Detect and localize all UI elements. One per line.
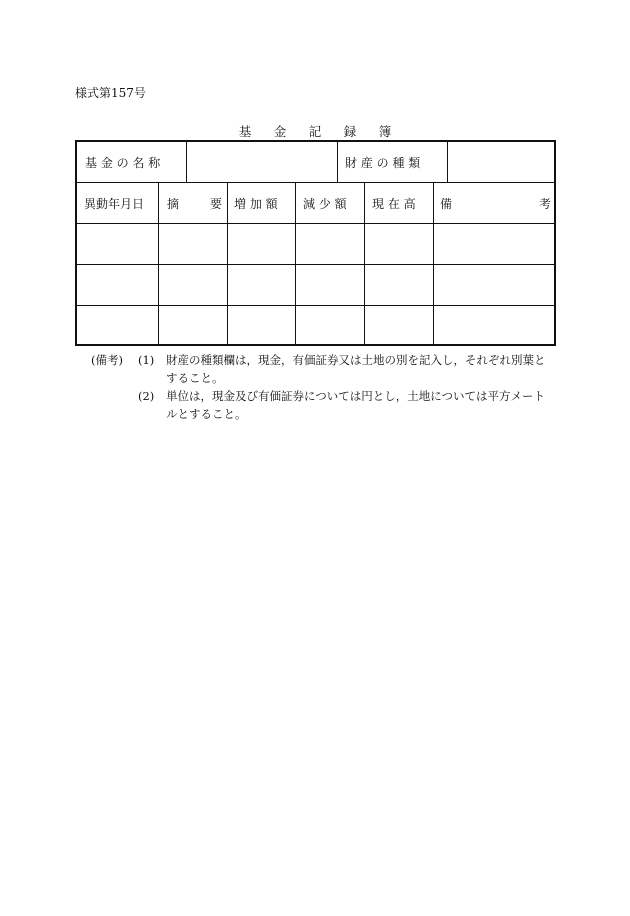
title-char: 録: [343, 124, 357, 139]
fund-record-table: [75, 140, 556, 346]
col-header-increase: 増 加 額: [234, 197, 278, 211]
col-header-summary: [167, 195, 222, 212]
col-header-remarks-left: 備: [440, 197, 453, 211]
col-header-summary-right: 要: [209, 197, 222, 211]
fund-name-field[interactable]: [187, 143, 337, 181]
table-row[interactable]: [77, 265, 554, 305]
note-item: [91, 351, 561, 369]
title-char: 金: [273, 124, 287, 139]
note-text-continued: ルとすること。: [166, 407, 247, 421]
note-text-continued: すること。: [166, 371, 224, 385]
notes: [91, 351, 561, 423]
title-char: 基: [238, 124, 252, 139]
note-number: (1): [138, 353, 155, 367]
property-type-label: 財 産 の 種 類: [345, 156, 421, 170]
notes-heading: (備考): [91, 353, 123, 367]
col-header-balance: 現 在 高: [372, 197, 416, 211]
row-divider: [77, 182, 554, 183]
col-header-remarks: [440, 195, 551, 212]
form-number: 様式第157号: [75, 86, 146, 100]
col-header-decrease: 減 少 額: [303, 197, 347, 211]
fund-name-label: 基 金 の 名 称: [85, 156, 161, 170]
property-type-field[interactable]: [448, 143, 554, 181]
col-header-summary-left: 摘: [167, 197, 180, 211]
table-row[interactable]: [77, 306, 554, 344]
col-header-remarks-right: 考: [538, 197, 551, 211]
title-char: 簿: [378, 124, 392, 139]
title-char: 記: [308, 124, 322, 139]
document-title: [0, 122, 630, 140]
note-text: 単位は，現金及び有価証券については円とし，土地については平方メート: [166, 389, 546, 403]
note-number: (2): [138, 389, 155, 403]
note-item: [91, 387, 561, 405]
table-row[interactable]: [77, 224, 554, 264]
note-text: 財産の種類欄は，現金，有価証券又は土地の別を記入し，それぞれ別葉と: [166, 353, 546, 367]
col-header-date: 異動年月日: [84, 197, 145, 211]
col-divider: [337, 142, 338, 182]
